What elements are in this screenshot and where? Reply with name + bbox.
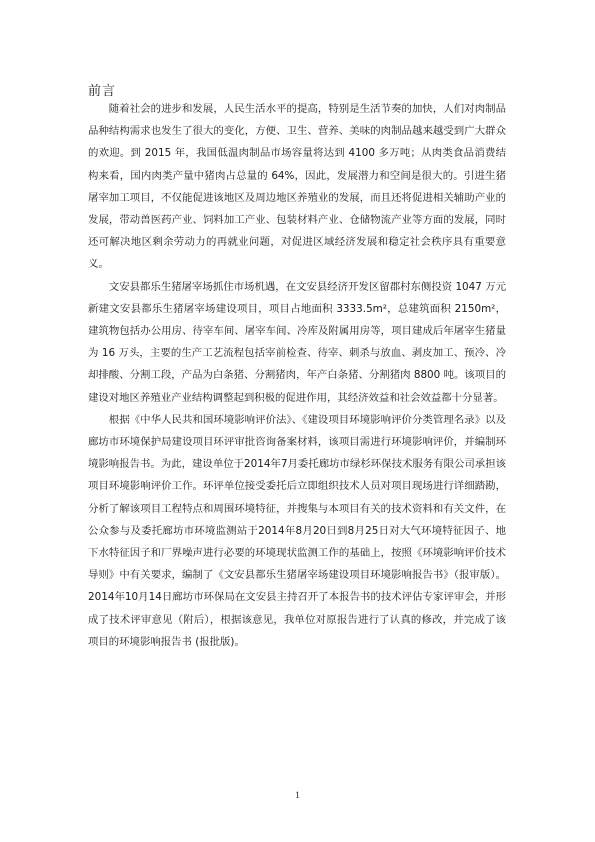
section-heading: 前言 <box>88 84 117 99</box>
paragraph: 随着社会的进步和发展，人民生活水平的提高，特别是生活节奏的加快，人们对肉制品品种结构需求也发生了很大的变化，方便、卫生、营养、美味的肉制品越来越受到广大群众的欢迎。到 2015 年，我国低温肉制品市场容量将达到 4100 多万吨；从肉类食品消费结构来看，国内肉类产量中猪肉占总量的 64%，因此，发展潜力和空间是很大的。引进生猪屠宰加工项目，不仅能促进该地区及周边地区养殖业的发展，而且还将促进相关辅助产业的发展，带动兽医药产业、饲料加工产业、包装材料产业、仓储物流产业等方面的发展，同时还可解决地区剩余劳动力的再就业问题，对促进区域经济发展和稳定社会秩序具有重要意义。 <box>88 103 506 271</box>
paragraph: 根据《中华人民共和国环境影响评价法》、《建设项目环境影响评价分类管理名录》以及廊坊市环境保护局建设项目环评审批咨询备案材料，该项目需进行环境影响评价，并编制环境影响报告书。为此，建设单位于2014年7月委托廊坊市绿杉环保技术服务有限公司承担该项目环境影响评价工作。环评单位接受委托后立即组织技术人员对项目现场进行详细踏勘，分析了解该项目工程特点和周围环境特征，并搜集与本项目有关的技术资料和有关文件，在公众参与及委托廊坊市环境监测站于2014年8月20日到8月25日对大气环境特征因子、地下水特征因子和厂界噪声进行必要的环境现状监测工作的基础上，按照《环境影响评价技术导则》中有关要求，编制了《文安县都乐生猪屠宰场建设项目环境影响报告书》（报审版）。2014年10月14日廊坊市环保局在文安县主持召开了本报告书的技术评估专家评审会，并形成了技术评审意见（附后），根据该意见，我单位对原报告进行了认真的修改，并完成了该项目的环境影响报告书 (报批版)。 <box>88 413 506 648</box>
body-text <box>88 98 506 653</box>
paragraph: 文安县都乐生猪屠宰场抓住市场机遇，在文安县经济开发区留郡村东侧投资 1047 万元新建文安县都乐生猪屠宰场建设项目，项目占地面积 3333.5m²，总建筑面积 2150m²，建筑物包括办公用房、待宰车间、屠宰车间、冷库及附属用房等，项目建成后年屠宰生猪量为 16 万头，主要的生产工艺流程包括宰前检查、待宰、刺杀与放血、剥皮加工、预冷、冷却排酸、分割工段，产品为白条猪、分割猪肉，年产白条猪、分割猪肉 8800 吨。该项目的建设对地区养殖业产业结构调整起到积极的促进作用，其经济效益和社会效益都十分显著。 <box>88 280 506 404</box>
page-number: 1 <box>295 790 300 800</box>
